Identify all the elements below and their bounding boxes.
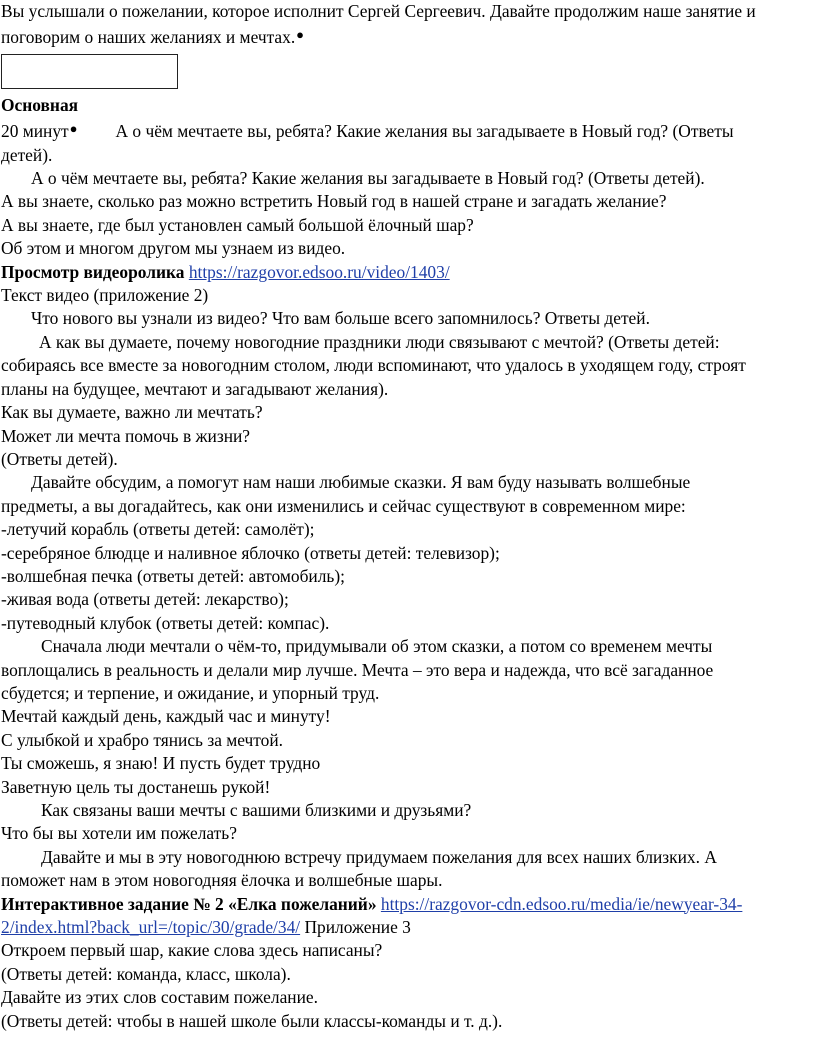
discuss-line-2: предметы, а вы догадайтесь, как они изменились и сейчас существуют в современном мире:	[1, 495, 686, 516]
newyear-question: А вы знаете, сколько раз можно встретить Новый год в нашей стране и загадать желание?	[1, 191, 667, 212]
list-item: -путеводный клубок (ответы детей: компас).	[1, 612, 330, 633]
ball-question: А вы знаете, где был установлен самый большой ёлочный шар?	[1, 214, 474, 235]
list-item: -живая вода (ответы детей: лекарство);	[1, 589, 289, 610]
list-item: -летучий корабль (ответы детей: самолёт);	[1, 519, 315, 540]
duration-line	[1, 117, 816, 143]
answers-note: (Ответы детей).	[1, 448, 118, 469]
empty-box	[1, 54, 178, 89]
list-item: -серебряное блюдце и наливное яблочко (ответы детей: телевизор);	[1, 542, 500, 563]
section-title: Основная	[1, 94, 79, 115]
friends-question: Как связаны ваши мечты с вашими близкими и друзьями?	[41, 800, 472, 820]
poem-line: Ты сможешь, я знаю! И пусть будет трудно	[1, 753, 321, 774]
intro-line-2-text: поговорим о наших желаниях и мечтах.	[1, 27, 296, 48]
invite-line-2: поможет нам в этом новогодняя ёлочка и волшебные шары.	[1, 870, 443, 891]
wish-question: Что бы вы хотели им пожелать?	[1, 823, 237, 844]
video-text-note: Текст видео (приложение 2)	[1, 285, 209, 306]
dream-line-2: воплощались в реальность и делали мир лучше. Мечта – это вера и надежда, что всё загаданное	[1, 659, 714, 680]
holidays-question-2: собираясь все вместе за новогодним столом, люди вспоминают, что удалось в уходящем году, строят	[1, 355, 746, 376]
intro-line-2	[1, 23, 816, 49]
duration: 20 минут	[1, 121, 69, 142]
repeat-question: А о чём мечтаете вы, ребята? Какие желания вы загадываете в Новый год? (Ответы детей).	[31, 168, 705, 189]
learned-question: Что нового вы узнали из видео? Что вам больше всего запомнилось? Ответы детей.	[31, 308, 650, 329]
poem-line: Заветную цель ты достанешь рукой!	[1, 776, 271, 797]
video-line	[1, 261, 816, 284]
task-line-2	[1, 916, 816, 939]
important-question: Как вы думаете, важно ли мечтать?	[1, 402, 263, 423]
invite-line-1: Давайте и мы в эту новогоднюю встречу придумаем пожелания для всех наших близких. А	[41, 846, 717, 867]
poem-line: Мечтай каждый день, каждый час и минуту!	[1, 706, 331, 727]
task-appendix: Приложение 3	[304, 917, 411, 938]
video-label: Просмотр видеоролика	[1, 261, 185, 282]
main-question: А о чём мечтаете вы, ребята? Какие желания вы загадываете в Новый год? (Ответы	[115, 121, 734, 142]
video-intro: Об этом и многом другом мы узнаем из видео.	[1, 238, 346, 259]
compose-line: Давайте из этих слов составим пожелание.	[1, 987, 318, 1008]
discuss-line-1: Давайте обсудим, а помогут нам наши любимые сказки. Я вам буду называть волшебные	[31, 472, 691, 493]
poem-line: С улыбкой и храбро тянись за мечтой.	[1, 729, 284, 750]
holidays-question: А как вы думаете, почему новогодние праздники люди связывают с мечтой? (Ответы детей:	[39, 331, 720, 352]
help-question: Может ли мечта помочь в жизни?	[1, 425, 251, 446]
dream-line-3: сбудется; и терпение, и ожидание, и упорный труд.	[1, 682, 380, 703]
dream-line-1: Сначала люди мечтали о чём-то, придумывали об этом сказки, а потом со временем мечты	[41, 636, 713, 657]
bullet-icon: ●	[69, 121, 78, 137]
task-line	[1, 893, 816, 916]
task-label: Интерактивное задание № 2 «Елка пожеланий»	[1, 893, 377, 914]
open-ball-answers: (Ответы детей: команда, класс, школа).	[1, 963, 291, 984]
open-ball-question: Откроем первый шар, какие слова здесь написаны?	[1, 940, 383, 961]
video-link[interactable]: https://razgovor.edsoo.ru/video/1403/	[188, 261, 450, 282]
compose-answers: (Ответы детей: чтобы в нашей школе были классы-команды и т. д.).	[1, 1010, 503, 1031]
main-question-end: детей).	[1, 144, 53, 165]
bullet-icon: ●	[296, 27, 305, 43]
holidays-question-3: планы на будущее, мечтают и загадывают желания).	[1, 378, 389, 399]
task-link-part-1[interactable]: https://razgovor-cdn.edsoo.ru/media/ie/newyear-34-	[380, 893, 743, 914]
intro-line-1: Вы услышали о пожелании, которое исполнит Сергей Сергеевич. Давайте продолжим наше занятие и	[1, 1, 756, 21]
task-link-part-2[interactable]: 2/index.html?back_url=/topic/30/grade/34/	[1, 917, 301, 938]
list-item: -волшебная печка (ответы детей: автомобиль);	[1, 565, 345, 586]
